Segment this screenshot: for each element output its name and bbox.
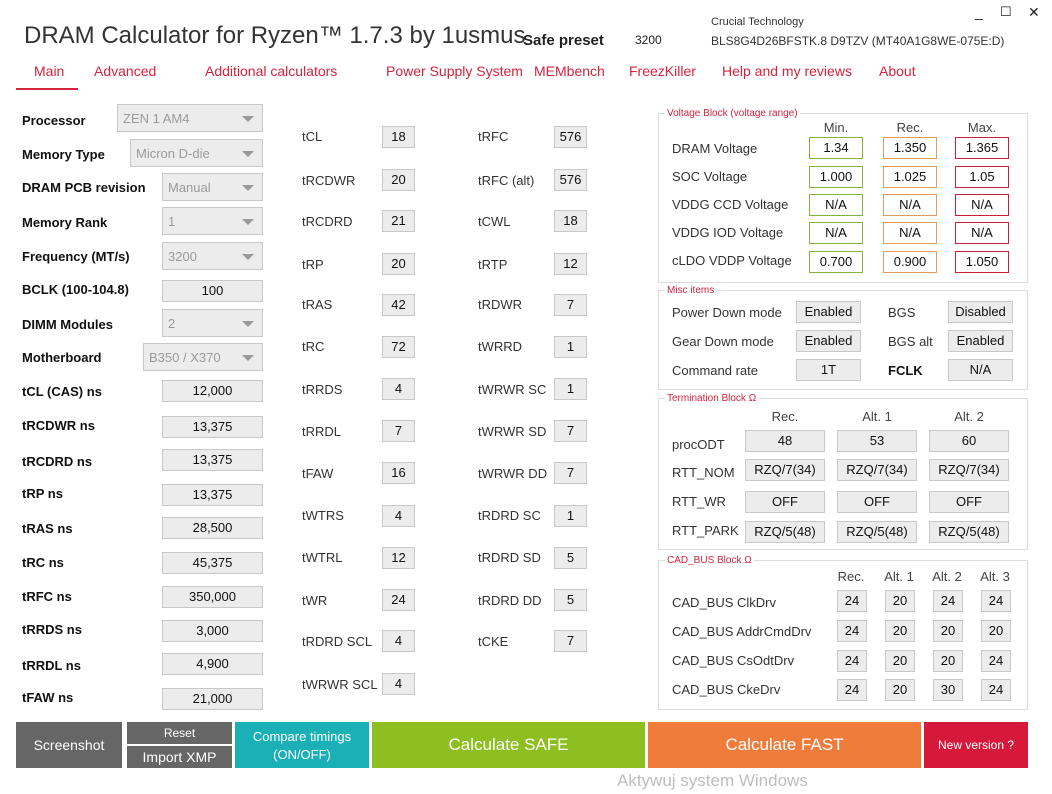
ns-input[interactable]: 3,000 — [162, 620, 263, 642]
processor-value: ZEN 1 AM4 — [123, 111, 190, 126]
cadbus-row-label: CAD_BUS ClkDrv — [672, 595, 777, 610]
voltage-rec: N/A — [883, 194, 937, 216]
termination-value[interactable]: 53 — [837, 430, 917, 452]
timing-value[interactable]: 576 — [554, 169, 587, 191]
maximize-button[interactable]: ☐ — [1000, 4, 1012, 19]
ns-label: tRP ns — [22, 486, 63, 501]
termination-row-label: procODT — [672, 437, 725, 452]
voltage-header-min: Min. — [823, 120, 849, 135]
timing-value[interactable]: 42 — [382, 294, 415, 316]
termination-value[interactable]: RZQ/7(34) — [929, 459, 1009, 481]
voltage-block-title: Voltage Block (voltage range) — [667, 108, 798, 119]
pcb-revision-select[interactable] — [162, 173, 263, 201]
motherboard-select[interactable] — [143, 343, 263, 371]
timing-value[interactable]: 1 — [554, 505, 587, 527]
frequency-label: Frequency (MT/s) — [22, 249, 130, 264]
termination-value[interactable]: RZQ/7(34) — [745, 459, 825, 481]
cadbus-value[interactable]: 24 — [837, 679, 867, 701]
timing-label: tWRWR SCL — [302, 677, 378, 692]
cadbus-value[interactable]: 20 — [981, 620, 1011, 642]
timing-label: tRAS — [302, 297, 333, 312]
timing-value[interactable]: 24 — [382, 589, 415, 611]
timing-value[interactable]: 576 — [554, 126, 587, 148]
voltage-row-label: VDDG CCD Voltage — [672, 197, 789, 212]
timing-label: tRFC (alt) — [478, 173, 535, 188]
bgs-label: BGS — [888, 305, 916, 320]
memory-rank-label: Memory Rank — [22, 215, 108, 230]
ns-label: tRFC ns — [22, 589, 72, 604]
ns-input[interactable]: 4,900 — [162, 653, 263, 675]
import-xmp-button[interactable]: Import XMP — [127, 746, 232, 768]
tab-additional-calculators[interactable]: Additional calculators — [205, 63, 338, 79]
tab-membench[interactable]: MEMbench — [534, 63, 605, 79]
termination-value[interactable]: RZQ/5(48) — [837, 521, 917, 543]
ns-label: tCL (CAS) ns — [22, 384, 102, 399]
timing-value[interactable]: 4 — [382, 505, 415, 527]
command-rate-label: Command rate — [672, 363, 758, 378]
new-version-button[interactable]: New version ? — [924, 722, 1028, 768]
timing-value[interactable]: 7 — [554, 630, 587, 652]
processor-label: Processor — [22, 113, 86, 128]
reset-button[interactable]: Reset — [127, 722, 232, 744]
cadbus-value[interactable]: 24 — [981, 590, 1011, 612]
voltage-header-max: Max. — [967, 120, 997, 135]
memory-type-value: Micron D-die — [136, 146, 210, 161]
voltage-max: 1.050 — [955, 251, 1009, 273]
timing-label: tRDRD DD — [478, 593, 542, 608]
tab-freezkiller[interactable]: FreezKiller — [629, 63, 696, 79]
termination-value[interactable]: OFF — [837, 491, 917, 513]
frequency-value: 3200 — [168, 249, 197, 264]
timing-value[interactable]: 1 — [554, 336, 587, 358]
cadbus-value[interactable]: 20 — [885, 620, 915, 642]
timing-label: tRTP — [478, 257, 508, 272]
timing-label: tFAW — [302, 466, 334, 481]
termination-value[interactable]: OFF — [929, 491, 1009, 513]
chevron-down-icon — [242, 116, 254, 122]
power-down-value[interactable]: Enabled — [796, 301, 861, 323]
timing-value[interactable]: 20 — [382, 169, 415, 191]
gear-down-label: Gear Down mode — [672, 334, 774, 349]
timing-value[interactable]: 4 — [382, 630, 415, 652]
timing-label: tRFC — [478, 129, 509, 144]
cadbus-row-label: CAD_BUS CsOdtDrv — [672, 653, 795, 668]
voltage-header-rec: Rec. — [896, 120, 924, 135]
timing-label: tRCDWR — [302, 173, 356, 188]
screenshot-button[interactable]: Screenshot — [16, 722, 122, 768]
motherboard-label: Motherboard — [22, 350, 102, 365]
cadbus-header: Alt. 3 — [980, 569, 1010, 584]
ns-label: tRC ns — [22, 555, 64, 570]
termination-row-label: RTT_NOM — [672, 465, 735, 480]
timing-value[interactable]: 12 — [554, 253, 587, 275]
chevron-down-icon — [242, 321, 254, 327]
cadbus-row-label: CAD_BUS CkeDrv — [672, 682, 781, 697]
timing-value[interactable]: 7 — [554, 420, 587, 442]
tab-about[interactable]: About — [879, 63, 916, 79]
motherboard-value: B350 / X370 — [149, 350, 221, 365]
cadbus-block-title: CAD_BUS Block Ω — [667, 555, 752, 566]
voltage-row-label: SOC Voltage — [672, 169, 748, 184]
memory-rank-value: 1 — [168, 214, 176, 229]
timing-value[interactable]: 5 — [554, 589, 587, 611]
dimm-modules-value: 2 — [168, 316, 176, 331]
ns-label: tRAS ns — [22, 521, 73, 536]
windows-activation-watermark: Aktywuj system Windows — [617, 771, 808, 790]
calculate-safe-button[interactable]: Calculate SAFE — [372, 722, 645, 768]
termination-header: Alt. 2 — [954, 409, 984, 424]
cadbus-value[interactable]: 20 — [885, 650, 915, 672]
voltage-max: N/A — [955, 194, 1009, 216]
ns-input[interactable]: 13,375 — [162, 416, 263, 438]
cadbus-header: Alt. 1 — [884, 569, 914, 584]
voltage-row-label: cLDO VDDP Voltage — [672, 253, 792, 268]
cadbus-value[interactable]: 30 — [933, 679, 963, 701]
calculate-fast-button[interactable]: Calculate FAST — [648, 722, 921, 768]
termination-value[interactable]: OFF — [745, 491, 825, 513]
ns-input[interactable]: 45,375 — [162, 552, 263, 574]
voltage-min: N/A — [809, 222, 863, 244]
voltage-min: N/A — [809, 194, 863, 216]
timing-label: tRDRD SC — [478, 508, 541, 523]
cadbus-value[interactable]: 20 — [885, 679, 915, 701]
tab-power-supply-system[interactable]: Power Supply System — [386, 63, 523, 79]
voltage-min: 1.000 — [809, 166, 863, 188]
processor-select[interactable] — [117, 104, 263, 132]
cadbus-header: Alt. 2 — [932, 569, 962, 584]
close-button[interactable]: ✕ — [1028, 4, 1040, 20]
cadbus-value[interactable]: 24 — [981, 650, 1011, 672]
voltage-row-label: VDDG IOD Voltage — [672, 225, 784, 240]
timing-value[interactable]: 7 — [554, 294, 587, 316]
timing-value[interactable]: 18 — [382, 126, 415, 148]
chevron-down-icon — [242, 355, 254, 361]
timing-value[interactable]: 21 — [382, 210, 415, 232]
misc-block-title: Misc items — [667, 285, 715, 296]
memory-type-label: Memory Type — [22, 147, 105, 162]
pcb-revision-value: Manual — [168, 180, 211, 195]
cadbus-value[interactable]: 24 — [837, 620, 867, 642]
chevron-down-icon — [242, 219, 254, 225]
cadbus-value[interactable]: 24 — [981, 679, 1011, 701]
pcb-revision-label: DRAM PCB revision — [22, 180, 146, 195]
timing-label: tRP — [302, 257, 324, 272]
command-rate-value[interactable]: 1T — [796, 359, 861, 381]
timing-value[interactable]: 7 — [382, 420, 415, 442]
ns-label: tRCDRD ns — [22, 454, 93, 469]
bgs-value[interactable]: Disabled — [948, 301, 1013, 323]
bclk-label: BCLK (100-104.8) — [22, 282, 129, 297]
chevron-down-icon — [242, 151, 254, 157]
memory-type-select[interactable] — [130, 139, 263, 167]
timing-label: tCWL — [478, 214, 511, 229]
frequency-select[interactable] — [162, 242, 263, 270]
timing-value[interactable]: 4 — [382, 673, 415, 695]
timing-value[interactable]: 5 — [554, 547, 587, 569]
chevron-down-icon — [242, 185, 254, 191]
dimm-modules-select[interactable] — [162, 309, 263, 337]
cadbus-value[interactable]: 20 — [933, 650, 963, 672]
voltage-max: 1.365 — [955, 137, 1009, 159]
tab-advanced[interactable]: Advanced — [94, 63, 157, 79]
ns-input[interactable]: 12,000 — [162, 380, 263, 402]
ns-input[interactable]: 21,000 — [162, 688, 263, 710]
voltage-rec: N/A — [883, 222, 937, 244]
ns-label: tFAW ns — [22, 690, 74, 705]
voltage-min: 1.34 — [809, 137, 863, 159]
timing-label: tRC — [302, 339, 325, 354]
timing-label: tWTRS — [302, 508, 344, 523]
tab-main[interactable]: Main — [34, 63, 65, 79]
ns-label: tRRDS ns — [22, 622, 82, 637]
voltage-max: N/A — [955, 222, 1009, 244]
tab-help-reviews[interactable]: Help and my reviews — [722, 63, 852, 79]
ns-input[interactable]: 13,375 — [162, 484, 263, 506]
timing-label: tRRDS — [302, 382, 343, 397]
termination-row-label: RTT_PARK — [672, 523, 739, 538]
termination-block-title: Termination Block Ω — [667, 393, 757, 404]
cadbus-value[interactable]: 20 — [933, 620, 963, 642]
timing-label: tRDWR — [478, 297, 523, 312]
active-tab-underline — [16, 88, 78, 90]
timing-label: tCL — [302, 129, 323, 144]
app-title: DRAM Calculator for Ryzen™ 1.7.3 by 1usmus — [24, 22, 526, 49]
cadbus-value[interactable]: 24 — [837, 650, 867, 672]
ns-input[interactable]: 13,375 — [162, 449, 263, 471]
memory-vendor: Crucial Technology — [711, 16, 804, 28]
termination-value[interactable]: RZQ/7(34) — [837, 459, 917, 481]
termination-header: Rec. — [771, 409, 799, 424]
fclk-label: FCLK — [888, 363, 923, 378]
timing-label: tRRDL — [302, 424, 342, 439]
timing-label: tWRRD — [478, 339, 523, 354]
ns-input[interactable]: 350,000 — [162, 586, 263, 608]
voltage-min: 0.700 — [809, 251, 863, 273]
termination-value[interactable]: RZQ/5(48) — [745, 521, 825, 543]
timing-value[interactable]: 7 — [554, 462, 587, 484]
memory-part-number: BLS8G4D26BFSTK.8 D9TZV (MT40A1G8WE-075E:D) — [711, 34, 1005, 48]
termination-value[interactable]: RZQ/5(48) — [929, 521, 1009, 543]
termination-value[interactable]: 48 — [745, 430, 825, 452]
cadbus-value[interactable]: 24 — [837, 590, 867, 612]
timing-label: tWTRL — [302, 550, 343, 565]
cadbus-value[interactable]: 20 — [885, 590, 915, 612]
preset-label: Safe preset — [523, 32, 604, 49]
voltage-rec: 1.025 — [883, 166, 937, 188]
dimm-modules-label: DIMM Modules — [22, 317, 113, 332]
termination-row-label: RTT_WR — [672, 494, 726, 509]
timing-value[interactable]: 1 — [554, 378, 587, 400]
voltage-row-label: DRAM Voltage — [672, 141, 758, 156]
ns-label: tRRDL ns — [22, 658, 81, 673]
compare-timings-button[interactable]: Compare timings (ON/OFF) — [235, 722, 369, 768]
chevron-down-icon — [242, 254, 254, 260]
timing-value[interactable]: 12 — [382, 547, 415, 569]
timing-label: tRDRD SD — [478, 550, 541, 565]
bclk-input[interactable]: 100 — [162, 280, 263, 302]
ns-input[interactable]: 28,500 — [162, 517, 263, 539]
voltage-rec: 0.900 — [883, 251, 937, 273]
timing-label: tWRWR SD — [478, 424, 547, 439]
bgs-alt-label: BGS alt — [888, 334, 933, 349]
bgs-alt-value[interactable]: Enabled — [948, 330, 1013, 352]
timing-value[interactable]: 72 — [382, 336, 415, 358]
power-down-label: Power Down mode — [672, 305, 782, 320]
timing-value[interactable]: 16 — [382, 462, 415, 484]
timing-label: tWR — [302, 593, 328, 608]
timing-value[interactable]: 4 — [382, 378, 415, 400]
gear-down-value[interactable]: Enabled — [796, 330, 861, 352]
termination-value[interactable]: 60 — [929, 430, 1009, 452]
voltage-rec: 1.350 — [883, 137, 937, 159]
termination-header: Alt. 1 — [862, 409, 892, 424]
timing-label: tRCDRD — [302, 214, 353, 229]
timing-value[interactable]: 20 — [382, 253, 415, 275]
fclk-value[interactable]: N/A — [948, 359, 1013, 381]
preset-value: 3200 — [635, 33, 662, 47]
timing-label: tCKE — [478, 634, 509, 649]
timing-label: tWRWR SC — [478, 382, 547, 397]
cadbus-value[interactable]: 24 — [933, 590, 963, 612]
ns-label: tRCDWR ns — [22, 418, 95, 433]
timing-label: tRDRD SCL — [302, 634, 373, 649]
cadbus-header: Rec. — [837, 569, 865, 584]
cadbus-row-label: CAD_BUS AddrCmdDrv — [672, 624, 812, 639]
timing-label: tWRWR DD — [478, 466, 548, 481]
memory-rank-select[interactable] — [162, 207, 263, 235]
voltage-max: 1.05 — [955, 166, 1009, 188]
timing-value[interactable]: 18 — [554, 210, 587, 232]
minimize-button[interactable]: _ — [975, 4, 983, 20]
